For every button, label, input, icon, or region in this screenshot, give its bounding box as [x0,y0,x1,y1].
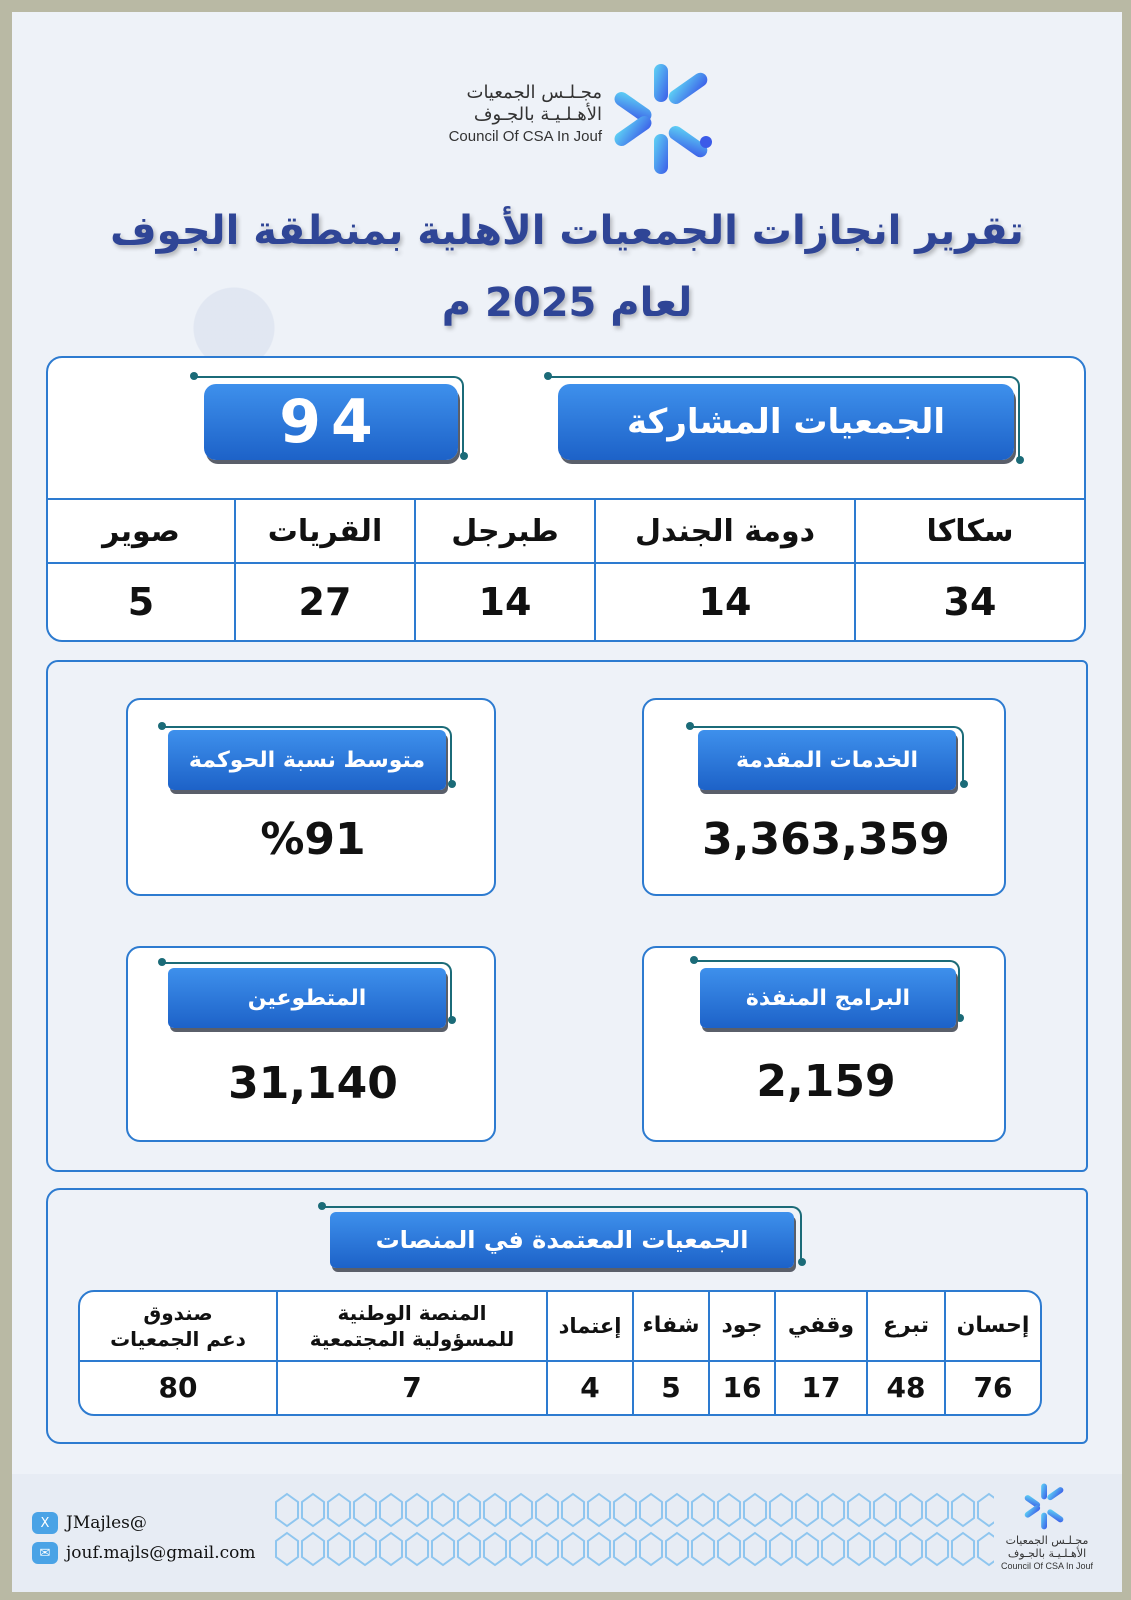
logo-arabic-line2: الأهـلـيـة بالجـوف [473,104,602,125]
governance-card [126,698,496,896]
platform-name-ihsan: إحسان [956,1313,1030,1338]
platforms-label: الجمعيات المعتمدة في المنصات [330,1212,794,1268]
platforms-table [78,1290,1042,1416]
city-name-tabarjal: طبرجل [451,513,559,549]
participating-panel [46,356,1086,642]
email-icon: ✉ [32,1542,58,1564]
participating-total: 94 [204,384,458,460]
platform-count-waqfi: 17 [801,1371,841,1404]
platform-name-fund-line1: صندوق [143,1301,213,1325]
small-logo-english: Council Of CSA In Jouf [1000,1561,1094,1571]
logo-arabic-line1: مجـلـس الجمعيات [466,82,602,103]
footer-pattern-icon [274,1492,994,1570]
email-contact[interactable] [32,1542,256,1564]
platform-name-national-line2: للمسؤولية المجتمعية [309,1327,515,1351]
governance-label: متوسط نسبة الحوكمة [168,730,446,790]
city-count-suwayr: 5 [127,580,155,624]
platform-name-shifa: شفاء [642,1313,700,1338]
platform-count-tabaru: 48 [886,1371,926,1404]
city-count-tabarjal: 14 [478,580,532,624]
report-title: تقرير انجازات الجمعيات الأهلية بمنطقة الجوف [110,208,1024,254]
services-card [642,698,1006,896]
city-name-qurayyat: القريات [267,513,383,549]
volunteers-card [126,946,496,1142]
platform-count-ihsan: 76 [973,1371,1013,1404]
programs-card [642,946,1006,1142]
platform-name-waqfi: وقفي [787,1313,855,1338]
council-logo-icon [608,56,728,180]
programs-label: البرامج المنفذة [700,968,956,1028]
report-year: لعام 2025 م [441,280,693,326]
platform-count-itimad: 4 [580,1371,600,1404]
x-twitter-icon: X [32,1512,58,1534]
volunteers-value: 31,140 [228,1058,398,1109]
city-name-suwayr: صوير [102,513,180,549]
programs-value: 2,159 [756,1056,896,1107]
city-count-sakaka: 34 [943,580,997,624]
platform-count-jood: 16 [722,1371,762,1404]
twitter-contact[interactable] [32,1512,147,1534]
platform-count-shifa: 5 [661,1371,681,1404]
small-logo-text [992,1534,1102,1573]
twitter-handle[interactable]: JMajles@ [66,1513,147,1533]
platform-name-itimad: إعتماد [558,1314,622,1338]
platform-count-national: 7 [402,1371,422,1404]
services-value: 3,363,359 [702,814,950,865]
platform-name-tabaru: تبرع [883,1313,929,1338]
platform-name-jood: جود [721,1313,763,1338]
platform-name-fund-line2: دعم الجمعيات [110,1327,246,1351]
platforms-panel [46,1188,1088,1444]
governance-value: %91 [260,814,366,865]
platform-name-national-line1: المنصة الوطنية [337,1301,487,1325]
platform-name-national [278,1292,546,1360]
platform-name-fund [80,1292,276,1360]
small-logo-arabic-line1: مجـلـس الجمعيات [1005,1534,1089,1547]
volunteers-label: المتطوعين [168,968,446,1028]
stats-panel [46,660,1088,1172]
logo-text [392,82,602,148]
city-name-dumat: دومة الجندل [634,513,816,549]
participating-label: الجمعيات المشاركة [558,384,1014,460]
city-name-sakaka: سكاكا [926,513,1014,549]
city-count-dumat: 14 [698,580,752,624]
report-page [12,12,1122,1592]
small-logo-arabic-line2: الأهـلـيـة بالجـوف [1007,1547,1087,1560]
logo-english: Council Of CSA In Jouf [448,128,602,145]
platform-count-fund: 80 [158,1371,198,1404]
city-count-qurayyat: 27 [298,580,352,624]
services-label: الخدمات المقدمة [698,730,956,790]
email-address[interactable]: jouf.majls@gmail.com [66,1543,256,1563]
small-council-logo-icon [1022,1480,1072,1532]
